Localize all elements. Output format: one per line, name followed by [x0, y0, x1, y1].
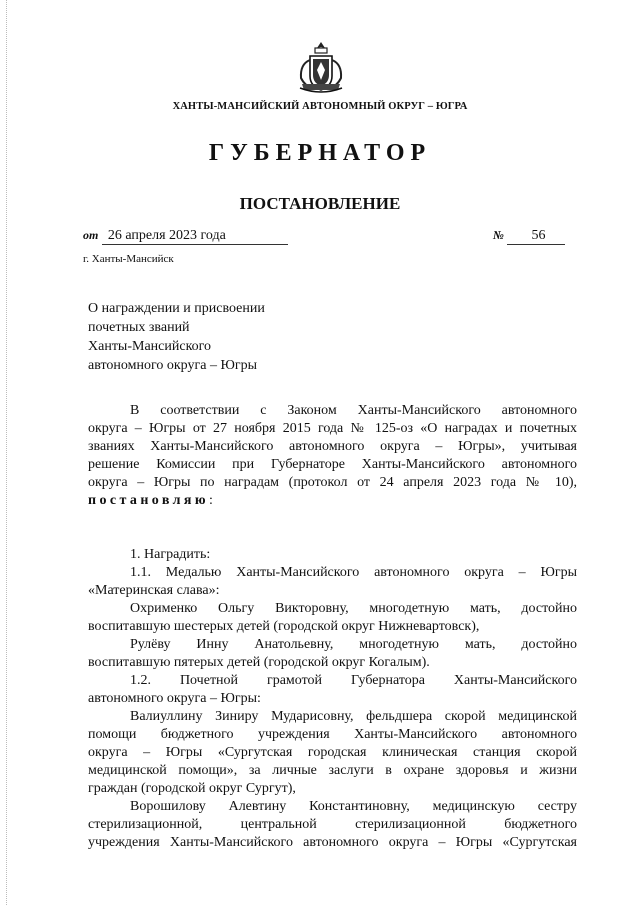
- number-prefix: №: [493, 228, 504, 242]
- item-1-1-line: 1.1. Медалью Ханты-Мансийского автономного округа – Югры: [130, 565, 577, 580]
- item-1-2-line: 1.2. Почетной грамотой Губернатора Ханты-Мансийского: [130, 673, 577, 688]
- preamble-line: В соответствии с Законом Ханты-Мансийского автономного: [130, 403, 577, 418]
- awardee-line: Ворошилову Алевтину Константиновну, медицинскую сестру: [130, 799, 577, 814]
- document-subject: [88, 299, 265, 375]
- date-value: 26 апреля 2023 года: [102, 228, 288, 245]
- awardee-line: учреждения Ханты-Мансийского автономного округа – Югры «Сургутская: [88, 835, 577, 850]
- preamble-line: званиях Ханты-Мансийского автономного округа – Югры», учитывая: [88, 439, 577, 454]
- paragraph-gap: [88, 510, 577, 528]
- item-1-1-line: «Материнская слава»:: [88, 583, 220, 598]
- region-title: ХАНТЫ-МАНСИЙСКИЙ АВТОНОМНЫЙ ОКРУГ – ЮГРА: [172, 101, 468, 112]
- awardee-line: помощи бюджетного учреждения Ханты-Мансийского автономного: [88, 727, 577, 742]
- decree-word: постановляю: [88, 493, 209, 508]
- preamble-line: округа – Югры от 27 ноября 2015 года № 125-оз «О наградах и почетных: [88, 421, 577, 436]
- coat-of-arms-emblem: [296, 40, 346, 94]
- awardee-line: Охрименко Ольгу Викторовну, многодетную мать, достойно: [130, 601, 577, 616]
- awardee-line: медицинской помощи», за личные заслуги в охране здоровья и жизни: [88, 763, 577, 778]
- subject-line: почетных званий: [88, 320, 190, 335]
- awardee-line: воспитавшую шестерых детей (городской округ Нижневартовск),: [88, 619, 480, 634]
- awardee-line: округа – Югры «Сургутская городская клиническая станция скорой: [88, 745, 577, 760]
- paragraph-gap: [88, 528, 577, 546]
- document-body: [88, 402, 577, 852]
- city-line: г. Ханты-Мансийск: [83, 253, 174, 265]
- number-value: 56: [507, 228, 565, 245]
- preamble-line: решение Комиссии при Губернаторе Ханты-Мансийского автономного: [88, 457, 577, 472]
- date-prefix: от: [83, 228, 99, 242]
- authority-title: ГУБЕРНАТОР: [208, 140, 432, 166]
- awardee-line: Валиуллину Зиниру Мударисовну, фельдшера скорой медицинской: [130, 709, 577, 724]
- scan-edge: [6, 0, 8, 905]
- document-type-title: ПОСТАНОВЛЕНИЕ: [239, 194, 401, 213]
- document-date: [83, 228, 288, 245]
- subject-line: О награждении и присвоении: [88, 301, 265, 316]
- awardee-line: воспитавшую пятерых детей (городской округ Когалым).: [88, 655, 430, 670]
- subject-line: автономного округа – Югры: [88, 358, 257, 373]
- awardee-line: Рулёву Инну Анатольевну, многодетную мать, достойно: [130, 637, 577, 652]
- decree-line: [88, 492, 577, 510]
- item-1-2-line: автономного округа – Югры:: [88, 691, 261, 706]
- document-number: [493, 228, 565, 245]
- awardee-line: стерилизационной, центральной стерилизационной бюджетного: [88, 817, 577, 832]
- awardee-line: граждан (городской округ Сургут),: [88, 781, 296, 796]
- item-1-title: 1. Наградить:: [130, 547, 211, 562]
- decree-colon: :: [208, 493, 213, 508]
- preamble-line: округа – Югры по наградам (протокол от 24 апреля 2023 года № 10),: [88, 475, 577, 490]
- subject-line: Ханты-Мансийского: [88, 339, 212, 354]
